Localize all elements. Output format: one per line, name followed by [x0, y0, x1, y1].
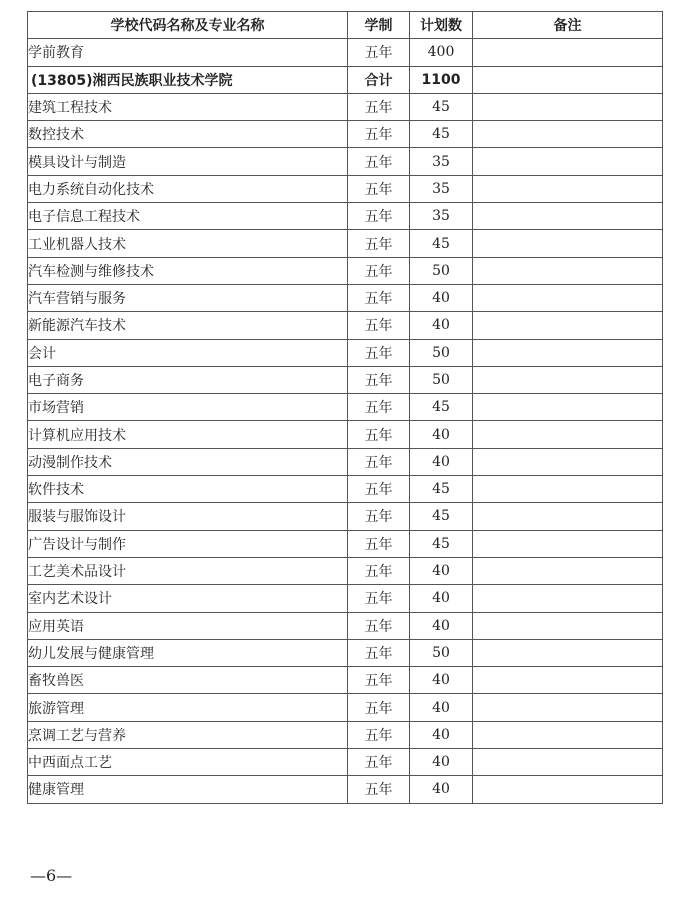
duration-cell: 五年	[348, 230, 410, 257]
table-row	[28, 721, 663, 748]
duration-cell: 合计	[348, 66, 410, 93]
major-name-cell: 服装与服饰设计	[28, 503, 348, 530]
remark-cell	[473, 39, 663, 66]
table-row	[28, 749, 663, 776]
table-row	[28, 639, 663, 666]
remark-cell	[473, 612, 663, 639]
plan-count-cell: 35	[410, 203, 473, 230]
remark-cell	[473, 503, 663, 530]
duration-cell: 五年	[348, 93, 410, 120]
plan-count-cell: 40	[410, 612, 473, 639]
duration-cell: 五年	[348, 694, 410, 721]
duration-cell: 五年	[348, 421, 410, 448]
duration-cell: 五年	[348, 476, 410, 503]
header-remark: 备注	[473, 12, 663, 39]
remark-cell	[473, 121, 663, 148]
major-name-cell: 软件技术	[28, 476, 348, 503]
remark-cell	[473, 585, 663, 612]
duration-cell: 五年	[348, 339, 410, 366]
header-name: 学校代码名称及专业名称	[28, 12, 348, 39]
major-name-cell: 电子商务	[28, 366, 348, 393]
remark-cell	[473, 339, 663, 366]
school-name-cell: (13805)湘西民族职业技术学院	[28, 66, 348, 93]
table-row	[28, 557, 663, 584]
major-name-cell: 室内艺术设计	[28, 585, 348, 612]
major-name-cell: 汽车营销与服务	[28, 284, 348, 311]
major-name-cell: 电力系统自动化技术	[28, 175, 348, 202]
plan-count-cell: 45	[410, 93, 473, 120]
major-name-cell: 烹调工艺与营养	[28, 721, 348, 748]
plan-count-cell: 40	[410, 312, 473, 339]
remark-cell	[473, 530, 663, 557]
plan-count-cell: 40	[410, 694, 473, 721]
remark-cell	[473, 312, 663, 339]
plan-count-cell: 40	[410, 448, 473, 475]
table-row	[28, 93, 663, 120]
duration-cell: 五年	[348, 284, 410, 311]
major-name-cell: 幼儿发展与健康管理	[28, 639, 348, 666]
duration-cell: 五年	[348, 530, 410, 557]
major-name-cell: 中西面点工艺	[28, 749, 348, 776]
plan-count-cell: 40	[410, 421, 473, 448]
table-header-row	[28, 12, 663, 39]
major-name-cell: 学前教育	[28, 39, 348, 66]
school-row	[28, 66, 663, 93]
major-name-cell: 动漫制作技术	[28, 448, 348, 475]
table-row	[28, 694, 663, 721]
header-duration: 学制	[348, 12, 410, 39]
plan-count-cell: 40	[410, 284, 473, 311]
page-number: —6—	[30, 866, 73, 885]
remark-cell	[473, 284, 663, 311]
table-row	[28, 39, 663, 66]
major-name-cell: 模具设计与制造	[28, 148, 348, 175]
table-row	[28, 476, 663, 503]
table-row	[28, 339, 663, 366]
major-name-cell: 新能源汽车技术	[28, 312, 348, 339]
table-row	[28, 421, 663, 448]
plan-count-cell: 40	[410, 749, 473, 776]
remark-cell	[473, 557, 663, 584]
plan-count-cell: 400	[410, 39, 473, 66]
table-row	[28, 667, 663, 694]
plan-count-cell: 50	[410, 257, 473, 284]
table-row	[28, 530, 663, 557]
remark-cell	[473, 694, 663, 721]
table-row	[28, 284, 663, 311]
major-name-cell: 畜牧兽医	[28, 667, 348, 694]
major-name-cell: 数控技术	[28, 121, 348, 148]
duration-cell: 五年	[348, 257, 410, 284]
major-name-cell: 应用英语	[28, 612, 348, 639]
plan-count-cell: 1100	[410, 66, 473, 93]
table-row	[28, 366, 663, 393]
table-row	[28, 612, 663, 639]
remark-cell	[473, 175, 663, 202]
duration-cell: 五年	[348, 667, 410, 694]
plan-count-cell: 45	[410, 476, 473, 503]
duration-cell: 五年	[348, 776, 410, 803]
remark-cell	[473, 66, 663, 93]
plan-count-cell: 40	[410, 721, 473, 748]
remark-cell	[473, 366, 663, 393]
table-row	[28, 312, 663, 339]
duration-cell: 五年	[348, 394, 410, 421]
duration-cell: 五年	[348, 749, 410, 776]
plan-count-cell: 50	[410, 366, 473, 393]
table-row	[28, 121, 663, 148]
remark-cell	[473, 476, 663, 503]
table-row	[28, 203, 663, 230]
plan-count-cell: 45	[410, 530, 473, 557]
plan-count-cell: 50	[410, 639, 473, 666]
table-row	[28, 257, 663, 284]
remark-cell	[473, 93, 663, 120]
enrollment-plan-table	[27, 11, 663, 804]
table-row	[28, 175, 663, 202]
plan-count-cell: 40	[410, 776, 473, 803]
plan-count-cell: 45	[410, 230, 473, 257]
duration-cell: 五年	[348, 366, 410, 393]
major-name-cell: 会计	[28, 339, 348, 366]
remark-cell	[473, 394, 663, 421]
remark-cell	[473, 148, 663, 175]
duration-cell: 五年	[348, 312, 410, 339]
plan-count-cell: 45	[410, 121, 473, 148]
duration-cell: 五年	[348, 448, 410, 475]
duration-cell: 五年	[348, 585, 410, 612]
plan-count-cell: 50	[410, 339, 473, 366]
duration-cell: 五年	[348, 639, 410, 666]
remark-cell	[473, 776, 663, 803]
major-name-cell: 工艺美术品设计	[28, 557, 348, 584]
duration-cell: 五年	[348, 503, 410, 530]
table-row	[28, 230, 663, 257]
table-row	[28, 148, 663, 175]
duration-cell: 五年	[348, 121, 410, 148]
duration-cell: 五年	[348, 175, 410, 202]
major-name-cell: 电子信息工程技术	[28, 203, 348, 230]
remark-cell	[473, 421, 663, 448]
plan-count-cell: 40	[410, 557, 473, 584]
plan-count-cell: 40	[410, 585, 473, 612]
remark-cell	[473, 448, 663, 475]
major-name-cell: 市场营销	[28, 394, 348, 421]
plan-count-cell: 40	[410, 667, 473, 694]
remark-cell	[473, 721, 663, 748]
header-count: 计划数	[410, 12, 473, 39]
duration-cell: 五年	[348, 39, 410, 66]
major-name-cell: 工业机器人技术	[28, 230, 348, 257]
table-row	[28, 503, 663, 530]
table-body	[28, 39, 663, 803]
remark-cell	[473, 667, 663, 694]
major-name-cell: 健康管理	[28, 776, 348, 803]
major-name-cell: 旅游管理	[28, 694, 348, 721]
table-row	[28, 585, 663, 612]
table-row	[28, 394, 663, 421]
plan-count-cell: 35	[410, 175, 473, 202]
table-row	[28, 776, 663, 803]
plan-count-cell: 45	[410, 394, 473, 421]
major-name-cell: 建筑工程技术	[28, 93, 348, 120]
remark-cell	[473, 749, 663, 776]
major-name-cell: 计算机应用技术	[28, 421, 348, 448]
remark-cell	[473, 639, 663, 666]
major-name-cell: 汽车检测与维修技术	[28, 257, 348, 284]
remark-cell	[473, 230, 663, 257]
table-row	[28, 448, 663, 475]
plan-count-cell: 35	[410, 148, 473, 175]
remark-cell	[473, 203, 663, 230]
major-name-cell: 广告设计与制作	[28, 530, 348, 557]
duration-cell: 五年	[348, 203, 410, 230]
duration-cell: 五年	[348, 148, 410, 175]
duration-cell: 五年	[348, 721, 410, 748]
duration-cell: 五年	[348, 557, 410, 584]
remark-cell	[473, 257, 663, 284]
plan-count-cell: 45	[410, 503, 473, 530]
duration-cell: 五年	[348, 612, 410, 639]
